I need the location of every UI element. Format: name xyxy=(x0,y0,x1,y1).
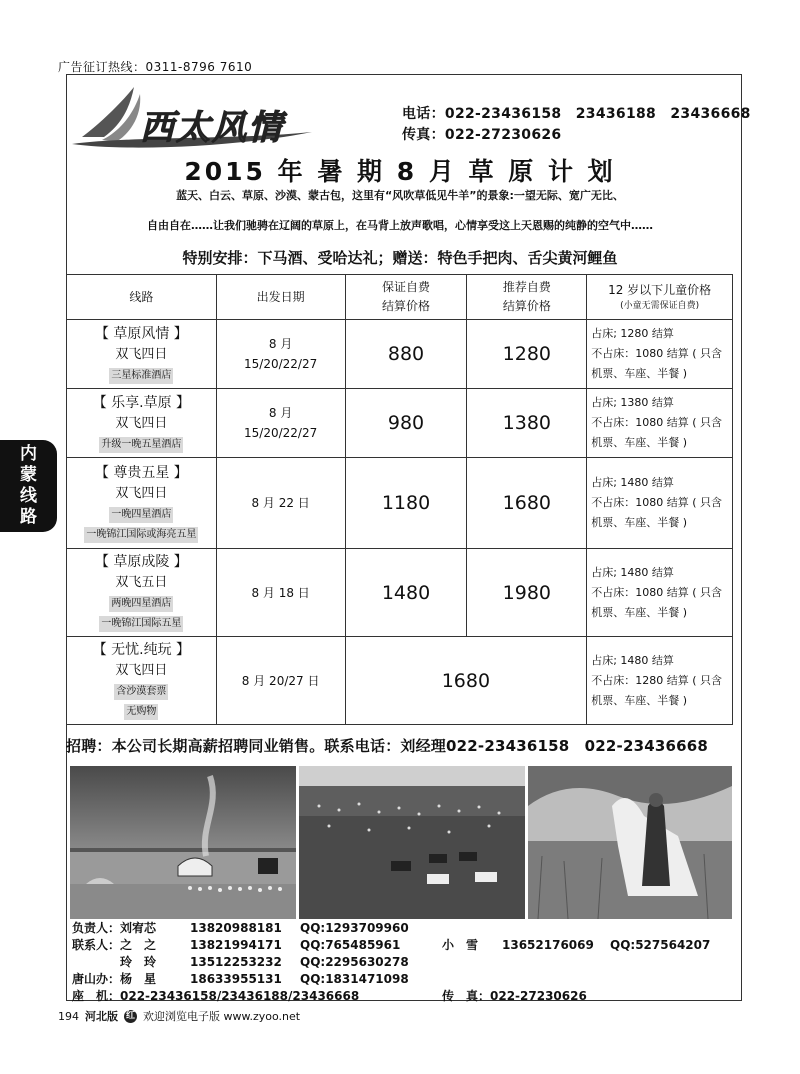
route-cell xyxy=(67,320,217,389)
recommend-price: 1280 xyxy=(467,320,587,389)
header-date: 出发日期 xyxy=(216,275,345,320)
ad-hotline: 广告征订热线：0311-8796 7610 xyxy=(58,60,253,74)
contact-qq: QQ:1293709960 xyxy=(300,921,409,935)
child-price-cell xyxy=(587,637,733,725)
side-tab-char: 路 xyxy=(20,507,37,527)
child-line: 占床; 1280 结算 xyxy=(591,327,674,340)
child-line: 不占床：1080 结算 ( 只含 xyxy=(591,416,723,429)
page-number: 194 xyxy=(58,1009,79,1023)
date-line: 8 月 18 日 xyxy=(251,585,310,600)
fax-number: 传 真：022-27230626 xyxy=(442,989,587,1003)
footer-text: 欢迎浏览电子版 www.zyoo.net xyxy=(143,1010,301,1023)
header-guarantee-l2: 结算价格 xyxy=(381,299,430,313)
contact-name: 负责人：刘宥芯 xyxy=(72,921,157,935)
side-tab-char: 蒙 xyxy=(20,465,37,485)
contact-fax: 传真：022-27230626 xyxy=(402,127,562,143)
intro-line-1: 蓝天、白云、草原、沙漠、蒙古包，这里有“风吹草低见牛羊”的景象:一望无际、宽广无比、 xyxy=(176,189,624,202)
contact-phone: 13512253232 xyxy=(190,955,282,969)
header-child xyxy=(587,275,733,320)
header-guarantee xyxy=(345,275,467,320)
contact-phone: 13821994171 xyxy=(190,938,282,952)
child-line: 不占床：1280 结算 ( 只含 xyxy=(591,673,723,687)
date-line: 15/20/22/27 xyxy=(244,426,318,440)
red-badge-icon: 红 xyxy=(125,1010,135,1021)
header-recommend-l2: 结算价格 xyxy=(502,299,551,313)
date-line: 8 月 20/27 日 xyxy=(241,673,320,688)
route-days: 双飞四日 xyxy=(115,485,168,501)
route-name: 【 草原成陵 】 xyxy=(94,554,188,570)
date-line: 8 月 xyxy=(268,406,293,420)
photo-mongolian-rider xyxy=(528,766,732,919)
route-days: 双飞五日 xyxy=(115,575,168,590)
route-days: 双飞四日 xyxy=(115,346,168,362)
header-recommend-l1: 推荐自费 xyxy=(502,280,551,294)
child-line: 机票、车座、半餐 ) xyxy=(591,516,688,529)
child-line: 不占床：1080 结算 ( 只含 xyxy=(591,347,723,360)
page-footer xyxy=(58,1008,300,1024)
header-guarantee-l1: 保证自费 xyxy=(381,280,430,294)
route-name: 【 无忧.纯玩 】 xyxy=(92,642,191,658)
edition-label: 河北版 xyxy=(85,1010,118,1023)
contact-qq: QQ:2295630278 xyxy=(300,955,409,969)
guarantee-price: 1480 xyxy=(345,549,467,637)
date-cell xyxy=(216,320,345,389)
child-line: 占床; 1480 结算 xyxy=(591,565,674,579)
contact-phone: 13652176069 xyxy=(502,938,594,952)
page-title: 2015 年 暑 期 8 月 草 原 计 划 xyxy=(184,157,616,186)
contact-phone: 18633955131 xyxy=(190,972,282,986)
date-cell xyxy=(216,458,345,549)
date-cell xyxy=(216,549,345,637)
table-header-row xyxy=(67,275,733,320)
table-row xyxy=(67,637,733,725)
child-line: 机票、车座、半餐 ) xyxy=(591,367,688,380)
hotel-tag: 两晚四星酒店 xyxy=(109,596,173,612)
route-name: 【 乐享.草原 】 xyxy=(92,394,191,411)
combined-price: 1680 xyxy=(345,637,587,725)
contact-name: 小 雪 xyxy=(442,938,479,952)
child-line: 占床; 1480 结算 xyxy=(591,476,674,489)
contact-name: 联系人：之 之 xyxy=(72,938,157,952)
side-tab-char: 线 xyxy=(20,486,37,506)
child-line: 占床; 1380 结算 xyxy=(591,396,674,409)
child-price-cell xyxy=(587,389,733,458)
guarantee-price: 1180 xyxy=(345,458,467,549)
section-tab-inner-mongolia xyxy=(0,440,57,532)
table-row xyxy=(67,549,733,637)
hotel-tag: 升级一晚五星酒店 xyxy=(99,437,183,453)
date-cell xyxy=(216,389,345,458)
package-tag: 无购物 xyxy=(124,704,158,720)
intro-line-2: 自由自在……让我们驰骋在辽阔的草原上，在马背上放声歌唱，心情享受这上天恩赐的纯静的空气中…… xyxy=(147,219,653,232)
package-tag: 含沙漠套票 xyxy=(114,684,168,700)
recommend-price: 1980 xyxy=(467,549,587,637)
hotel-tag: 一晚锦江国际五星 xyxy=(99,616,183,632)
child-line: 不占床：1080 结算 ( 只含 xyxy=(591,496,723,509)
table-row xyxy=(67,458,733,549)
date-line: 15/20/22/27 xyxy=(244,357,318,371)
recruit-notice: 招聘：本公司长期高薪招聘同业销售。联系电话：刘经理022-23436158 022-23436668 xyxy=(66,737,709,755)
hotel-tag: 一晚四星酒店 xyxy=(109,507,173,523)
contact-qq: QQ:765485961 xyxy=(300,938,401,952)
landline: 座 机：022-23436158/23436188/23436668 xyxy=(72,989,360,1003)
table-row xyxy=(67,320,733,389)
guarantee-price: 880 xyxy=(345,320,467,389)
header-child-note: (小童无需保证自费) xyxy=(620,301,700,311)
photo-yurt-grassland xyxy=(70,766,296,919)
route-name: 【 草原风情 】 xyxy=(94,325,188,342)
special-arrangement: 特别安排：下马酒、受哈达礼；赠送：特色手把肉、舌尖黄河鲤鱼 xyxy=(182,249,618,267)
route-cell xyxy=(67,637,217,725)
child-line: 占床; 1480 结算 xyxy=(591,653,674,667)
child-line: 不占床：1080 结算 ( 只含 xyxy=(591,585,723,599)
route-days: 双飞四日 xyxy=(115,663,168,678)
header-route: 线路 xyxy=(67,275,217,320)
recommend-price: 1380 xyxy=(467,389,587,458)
contact-phone: 电话：022-23436158 23436188 23436668 xyxy=(402,106,751,122)
route-cell xyxy=(67,389,217,458)
child-line: 机票、车座、半餐 ) xyxy=(591,436,688,449)
child-price-cell xyxy=(587,458,733,549)
date-line: 8 月 xyxy=(268,337,293,351)
contact-phone: 13820988181 xyxy=(190,921,282,935)
recommend-price: 1680 xyxy=(467,458,587,549)
contact-name: 唐山办：杨 星 xyxy=(72,972,157,986)
contact-name: 玲 玲 xyxy=(120,955,157,969)
hotel-tag: 三星标准酒店 xyxy=(109,368,173,384)
side-tab-char: 内 xyxy=(20,444,37,464)
route-name: 【 尊贵五星 】 xyxy=(94,464,188,481)
child-line: 机票、车座、半餐 ) xyxy=(591,605,688,619)
child-price-cell xyxy=(587,320,733,389)
contact-qq: QQ:527564207 xyxy=(610,938,711,952)
table-row xyxy=(67,389,733,458)
child-line: 机票、车座、半餐 ) xyxy=(591,693,688,707)
child-price-cell xyxy=(587,549,733,637)
date-cell xyxy=(216,637,345,725)
logo-text: 西太风情 xyxy=(140,108,284,148)
guarantee-price: 980 xyxy=(345,389,467,458)
route-cell xyxy=(67,458,217,549)
route-cell xyxy=(67,549,217,637)
contact-qq: QQ:1831471098 xyxy=(300,972,409,986)
photo-horses-sheep xyxy=(299,766,525,919)
route-days: 双飞四日 xyxy=(115,415,168,431)
hotel-tag: 一晚锦江国际或海亮五星 xyxy=(84,527,198,543)
date-line: 8 月 22 日 xyxy=(251,496,310,510)
header-recommend xyxy=(467,275,587,320)
header-child-label: 12 岁以下儿童价格 xyxy=(608,283,712,297)
route-price-table xyxy=(66,274,733,725)
